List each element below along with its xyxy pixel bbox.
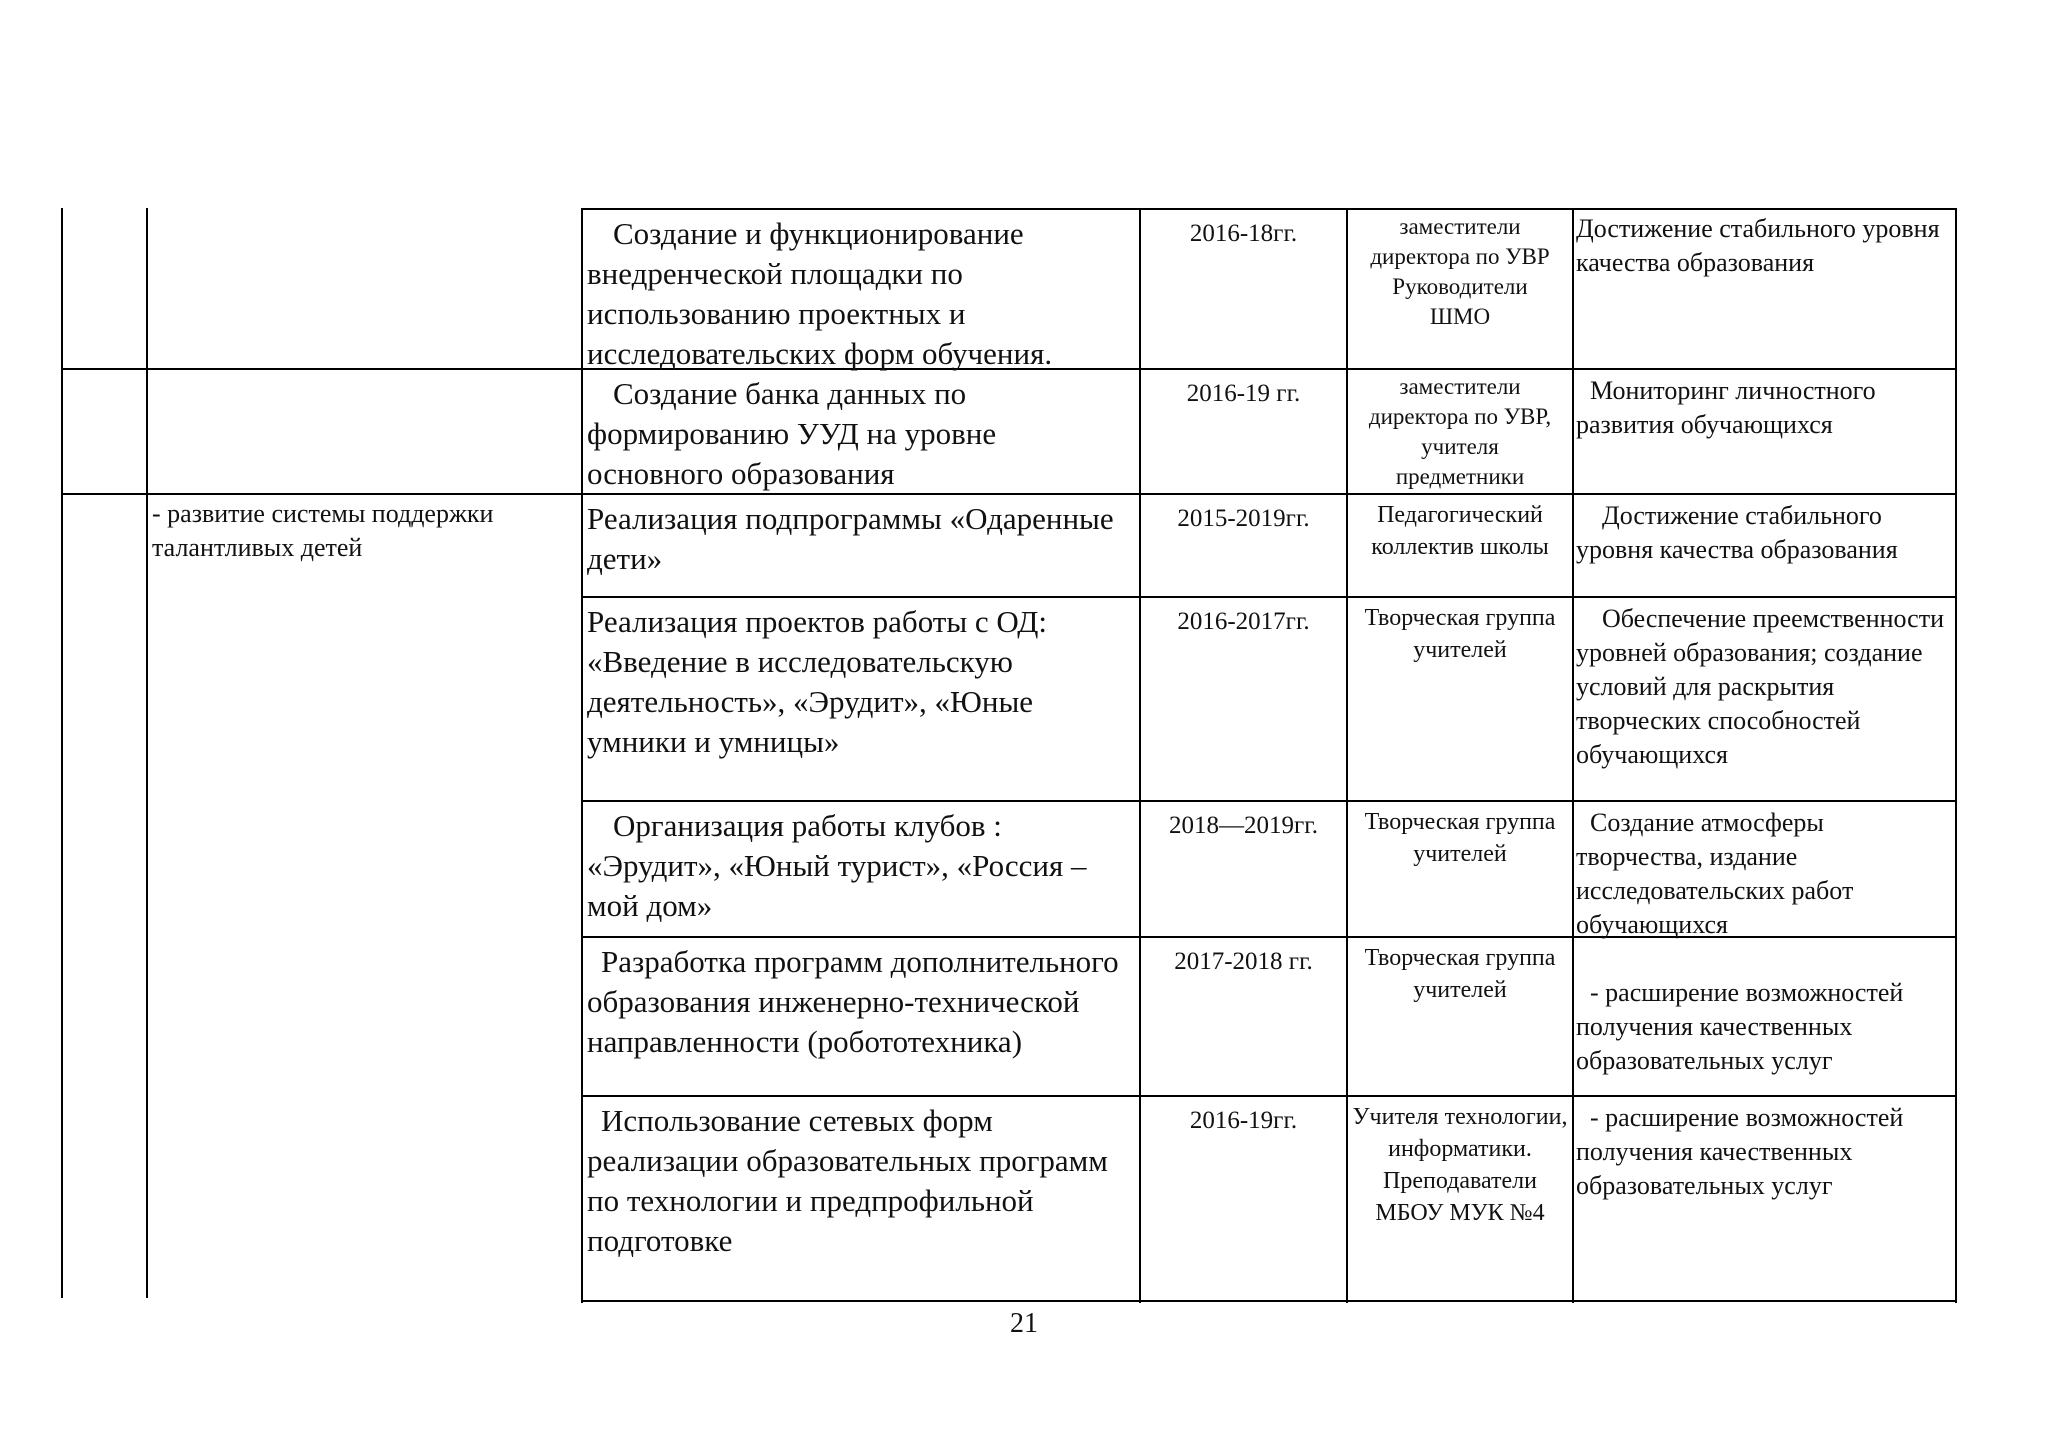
result-cell: Создание атмосферы творчества, издание исследовательских работ обучающихся <box>1576 808 1854 939</box>
activity-cell: Реализация проектов работы с ОД: «Введение в исследовательскую деятельность», «Эрудит», «Юные умники и умницы» <box>587 604 1048 759</box>
grid-line <box>61 208 63 1298</box>
page-number: 21 <box>1010 1308 1038 1339</box>
years-cell: 2015-2019гг. <box>1177 505 1310 532</box>
grid-line <box>1955 208 1957 1303</box>
responsible-cell: Педагогический коллектив школы <box>1371 502 1549 560</box>
activity-cell: Использование сетевых форм реализации образовательных программ по технологии и предпрофильной подготовке <box>587 1103 1108 1258</box>
result-cell: Достижение стабильного уровня качества образования <box>1576 501 1898 564</box>
years-cell: 2016-19 гг. <box>1186 380 1301 407</box>
years-cell: 2016-18гг. <box>1189 220 1298 247</box>
years-cell: 2016-2017гг. <box>1177 608 1310 635</box>
activity-cell: Организация работы клубов : «Эрудит», «Юный турист», «Россия – мой дом» <box>587 808 1087 923</box>
years-cell: 2017-2018 гг. <box>1174 948 1313 975</box>
activity-cell: Разработка программ дополнительного образования инженерно-технической направленности (робототехника) <box>587 944 1119 1059</box>
years-cell: 2018—2019гг. <box>1169 812 1318 839</box>
responsible-cell: заместители директора по УВР, учителя предметники <box>1368 374 1552 489</box>
responsible-cell: Творческая группа учителей <box>1364 809 1556 867</box>
activity-cell: Создание банка данных по формированию УУД на уровне основного образования <box>587 376 997 491</box>
activity-cell: Создание и функционирование внедренческой площадки по использованию проектных и исследовательских форм обучения. <box>587 216 1053 371</box>
grid-line <box>581 1300 1957 1302</box>
result-cell: - расширение возможностей получения качественных образовательных услуг <box>1576 1103 1904 1200</box>
responsible-cell: заместители директора по УВР Руководители ШМО <box>1370 214 1550 329</box>
responsible-cell: Учителя технологии, информатики. Преподаватели МБОУ МУК №4 <box>1352 1104 1568 1226</box>
result-cell: Мониторинг личностного развития обучающихся <box>1576 376 1876 439</box>
activity-cell: Реализация подпрограммы «Одаренные дети» <box>587 501 1114 576</box>
responsible-cell: Творческая группа учителей <box>1364 945 1556 1003</box>
years-cell: 2016-19гг. <box>1189 1107 1298 1134</box>
responsible-cell: Творческая группа учителей <box>1364 605 1556 663</box>
result-cell: Достижение стабильного уровня качества образования <box>1576 214 1940 277</box>
grid-line <box>146 208 148 1298</box>
goal-cell: - развитие системы поддержки талантливых детей <box>152 499 494 562</box>
result-cell: - расширение возможностей получения качественных образовательных услуг <box>1576 978 1904 1075</box>
result-cell: Обеспечение преемственности уровней образования; создание условий для раскрытия творческих способностей обучающихся <box>1576 604 1944 769</box>
grid-line <box>1346 208 1348 1303</box>
